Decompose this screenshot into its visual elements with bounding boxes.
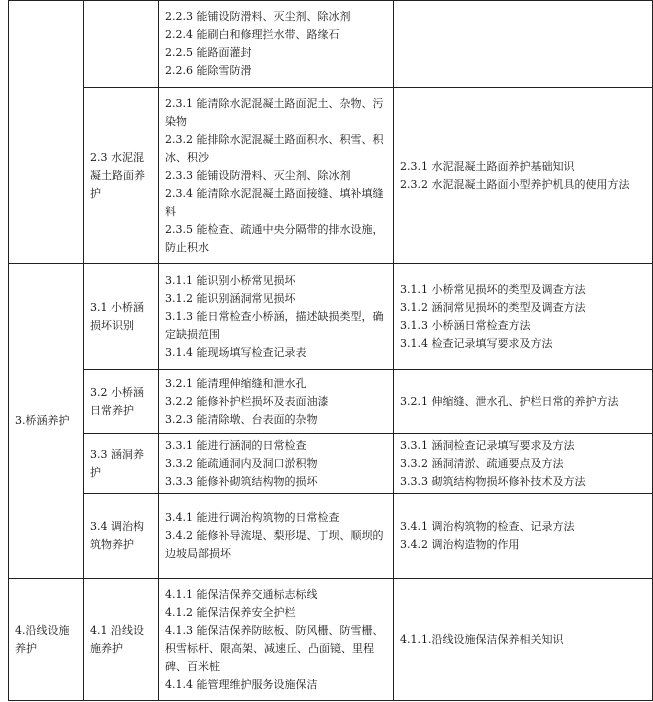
skill-item: 3.2.1 能清理伸缩缝和泄水孔 [165,376,307,390]
knowledge-cell [394,579,653,701]
section-cell: 3.桥涵养护 [9,264,84,579]
skill-item: 3.3.2 能疏通洞内及洞口淤积物 [165,456,318,470]
skill-item: 2.3.5 能检查、疏通中央分隔带的排水设施，防止积水 [165,222,384,254]
skill-item: 2.3.3 能铺设防滑料、灭尘剂、除冰剂 [165,168,351,182]
skills-cell [159,579,394,701]
subsection-cell: 3.1 小桥涵损坏识别 [84,264,159,370]
knowledge-item: 3.1.3 小桥涵日常检查方法 [400,318,531,332]
skill-item: 3.3.3 能修补砌筑结构物的损坏 [165,474,318,488]
skills-cell [159,434,394,494]
knowledge-item: 2.3.2 水泥混凝土路面小型养护机具的使用方法 [400,177,630,191]
knowledge-item: 3.1.1 小桥常见损坏的类型及调查方法 [400,282,586,296]
skill-item: 3.1.3 能日常检查小桥涵，描述缺损类型，确定缺损范围 [165,309,384,341]
knowledge-item: 3.1.2 涵洞常见损坏的类型及调查方法 [400,300,586,314]
skill-item: 3.2.3 能清除墩、台表面的杂物 [165,412,318,426]
knowledge-cell [394,494,653,579]
skills-cell [159,370,394,434]
skill-item: 3.1.2 能识别涵洞常见损坏 [165,291,296,305]
subsection-cell: 4.1 沿线设施养护 [84,579,159,701]
section-cell [9,1,84,264]
table-row [9,264,653,370]
skill-item: 2.3.2 能排除水泥混凝土路面积水、积雪、积冰、积沙 [165,132,384,164]
knowledge-cell [394,88,653,264]
skill-item: 2.2.5 能路面灌封 [165,46,252,59]
table-row [9,579,653,701]
subsection-cell: 2.3 水泥混凝土路面养护 [84,88,159,264]
table-row [9,88,653,264]
knowledge-cell [394,1,653,88]
skill-item: 3.1.1 能识别小桥常见损坏 [165,273,296,287]
subsection-cell [84,1,159,88]
table-row [9,370,653,434]
skill-item: 2.3.4 能清除水泥混凝土路面接缝、填补填缝料 [165,186,384,218]
skill-item: 4.1.3 能保洁保养防眩板、防风栅、防雪栅、积雪标杆、限高架、减速丘、凸面镜、里程碑、百米桩 [165,623,384,673]
skills-cell [159,1,394,88]
knowledge-cell [394,434,653,494]
skills-cell [159,88,394,264]
skills-cell [159,264,394,370]
skill-item: 3.1.4 能现场填写检查记录表 [165,345,307,359]
skill-item: 2.2.3 能铺设防滑料、灭尘剂、除冰剂 [165,10,351,23]
knowledge-item: 3.3.3 砌筑结构物损坏修补技术及方法 [400,474,586,488]
skills-cell [159,494,394,579]
subsection-cell: 3.3 涵洞养护 [84,434,159,494]
skill-item: 2.2.4 能刷白和修理拦水带、路缘石 [165,28,340,41]
skill-item: 3.4.1 能进行调治构筑物的日常检查 [165,511,340,524]
knowledge-cell [394,370,653,434]
skill-item: 2.2.6 能除雪防滑 [165,64,252,77]
knowledge-item: 2.3.1 水泥混凝土路面养护基础知识 [400,159,575,173]
skill-item: 3.2.2 能修补护栏损坏及表面油漆 [165,394,329,408]
knowledge-item: 3.3.1 涵洞检查记录填写要求及方法 [400,438,575,452]
table-row [9,434,653,494]
skill-item: 4.1.4 能管理维护服务设施保洁 [165,677,318,691]
knowledge-item: 3.1.4 检查记录填写要求及方法 [400,336,553,350]
table-row [9,1,653,88]
subsection-cell: 3.4 调治构筑物养护 [84,494,159,579]
knowledge-cell [394,264,653,370]
skill-item: 3.4.2 能修补导流堤、梨形堤、丁坝、顺坝的边坡局部损坏 [165,529,384,560]
subsection-cell: 3.2 小桥涵日常养护 [84,370,159,434]
knowledge-item: 4.1.1.沿线设施保洁保养相关知识 [400,632,564,646]
section-cell: 4.沿线设施养护 [9,579,84,701]
knowledge-item: 3.4.1 调治构筑物的检查、记录方法 [400,520,575,533]
knowledge-item: 3.4.2 调治构造物的作用 [400,538,520,551]
skill-item: 2.3.1 能清除水泥混凝土路面泥土、杂物、污染物 [165,96,384,128]
knowledge-item: 3.3.2 涵洞清淤、疏通要点及方法 [400,456,564,470]
skill-item: 4.1.2 能保洁保养安全护栏 [165,605,296,619]
table-row [9,494,653,579]
knowledge-item: 3.2.1 伸缩缝、泄水孔、护栏日常的养护方法 [400,394,619,408]
skill-item: 3.3.1 能进行涵洞的日常检查 [165,438,307,452]
training-standard-table [8,0,653,701]
skill-item: 4.1.1 能保洁保养交通标志标线 [165,587,318,601]
